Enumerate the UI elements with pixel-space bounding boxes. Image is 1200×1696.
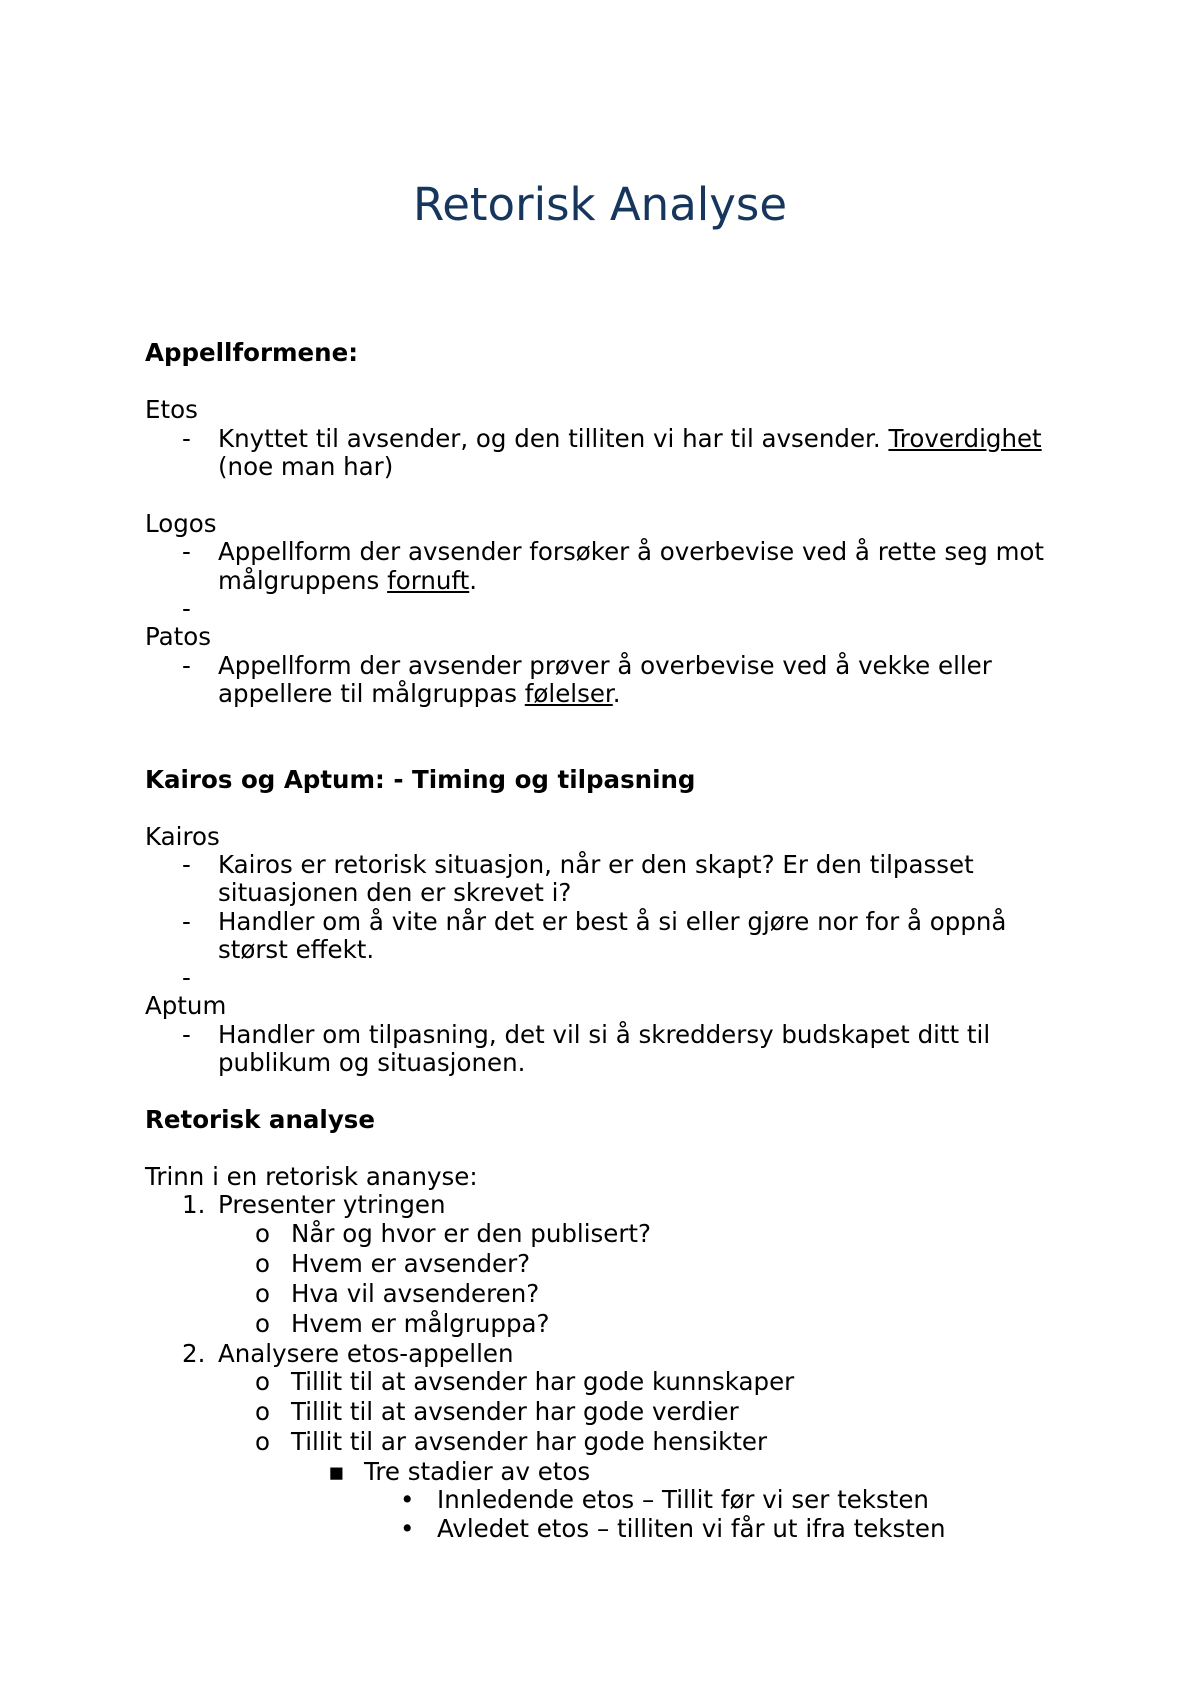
step-1-item: Hva vil avsenderen? — [291, 1279, 540, 1308]
steps-intro: Trinn i en retorisk ananyse: — [145, 1162, 478, 1191]
step-number: 2. — [182, 1339, 206, 1368]
dash-bullet: - — [182, 850, 191, 879]
section-heading-appellformene: Appellformene: — [145, 338, 359, 367]
step-1-item: Hvem er avsender? — [291, 1249, 531, 1278]
circle-bullet: o — [255, 1397, 270, 1426]
etos-text: Knyttet til avsender, og den tilliten vi har til avsender. — [218, 424, 889, 453]
step-1-label: Presenter ytringen — [218, 1190, 446, 1219]
aptum-line-1: Handler om tilpasning, det vil si å skreddersy budskapet ditt til — [218, 1020, 991, 1049]
dot-bullet: • — [400, 1485, 415, 1514]
period: . — [469, 566, 478, 595]
circle-bullet: o — [255, 1309, 270, 1338]
etos-stages-label: Tre stadier av etos — [364, 1457, 591, 1486]
dash-bullet-empty: - — [182, 594, 191, 623]
kairos-label: Kairos — [145, 822, 220, 851]
step-2-label: Analysere etos-appellen — [218, 1339, 514, 1368]
etos-line-1 — [218, 424, 1042, 453]
dash-bullet: - — [182, 537, 191, 566]
circle-bullet: o — [255, 1367, 270, 1396]
logos-label: Logos — [145, 509, 217, 538]
etos-label: Etos — [145, 395, 198, 424]
section-heading-kairos-aptum: Kairos og Aptum: - Timing og tilpasning — [145, 765, 696, 794]
step-1-item: Når og hvor er den publisert? — [291, 1219, 652, 1248]
dash-bullet: - — [182, 1020, 191, 1049]
logos-text: målgruppens — [218, 566, 388, 595]
page-title: Retorisk Analyse — [412, 178, 788, 231]
folelser-term: følelser — [524, 679, 613, 708]
dash-bullet: - — [182, 651, 191, 680]
patos-label: Patos — [145, 622, 212, 651]
etos-stage-item: Avledet etos – tilliten vi får ut ifra teksten — [437, 1514, 946, 1543]
circle-bullet: o — [255, 1249, 270, 1278]
logos-line-1: Appellform der avsender forsøker å overbevise ved å rette seg mot — [218, 537, 1045, 566]
circle-bullet: o — [255, 1219, 270, 1248]
kairos-b1-line-2: situasjonen den er skrevet i? — [218, 878, 572, 907]
step-2-item: Tillit til at avsender har gode kunnskaper — [291, 1367, 795, 1396]
step-1-item: Hvem er målgruppa? — [291, 1309, 550, 1338]
circle-bullet: o — [255, 1279, 270, 1308]
aptum-label: Aptum — [145, 991, 227, 1020]
period: . — [612, 679, 621, 708]
square-bullet: ▪ — [328, 1457, 345, 1486]
kairos-b2-line-2: størst effekt. — [218, 935, 375, 964]
dash-bullet: - — [182, 907, 191, 936]
kairos-b2-line-1: Handler om å vite når det er best å si eller gjøre nor for å oppnå — [218, 907, 1007, 936]
fornuft-term: fornuft — [387, 566, 470, 595]
aptum-line-2: publikum og situasjonen. — [218, 1048, 526, 1077]
logos-line-2 — [218, 566, 477, 595]
patos-line-1: Appellform der avsender prøver å overbevise ved å vekke eller — [218, 651, 992, 680]
dot-bullet: • — [400, 1514, 415, 1543]
etos-line-2: (noe man har) — [218, 452, 394, 481]
troverdighet-term: Troverdighet — [888, 424, 1042, 453]
circle-bullet: o — [255, 1427, 270, 1456]
kairos-b1-line-1: Kairos er retorisk situasjon, når er den skapt? Er den tilpasset — [218, 850, 974, 879]
step-2-item: Tillit til ar avsender har gode hensikter — [291, 1427, 768, 1456]
etos-stage-item: Innledende etos – Tillit før vi ser teksten — [437, 1485, 929, 1514]
dash-bullet: - — [182, 424, 191, 453]
step-number: 1. — [182, 1190, 206, 1219]
section-heading-retorisk-analyse: Retorisk analyse — [145, 1105, 375, 1134]
step-2-item: Tillit til at avsender har gode verdier — [291, 1397, 739, 1426]
dash-bullet-empty: - — [182, 963, 191, 992]
patos-text: appellere til målgruppas — [218, 679, 525, 708]
patos-line-2 — [218, 679, 621, 708]
